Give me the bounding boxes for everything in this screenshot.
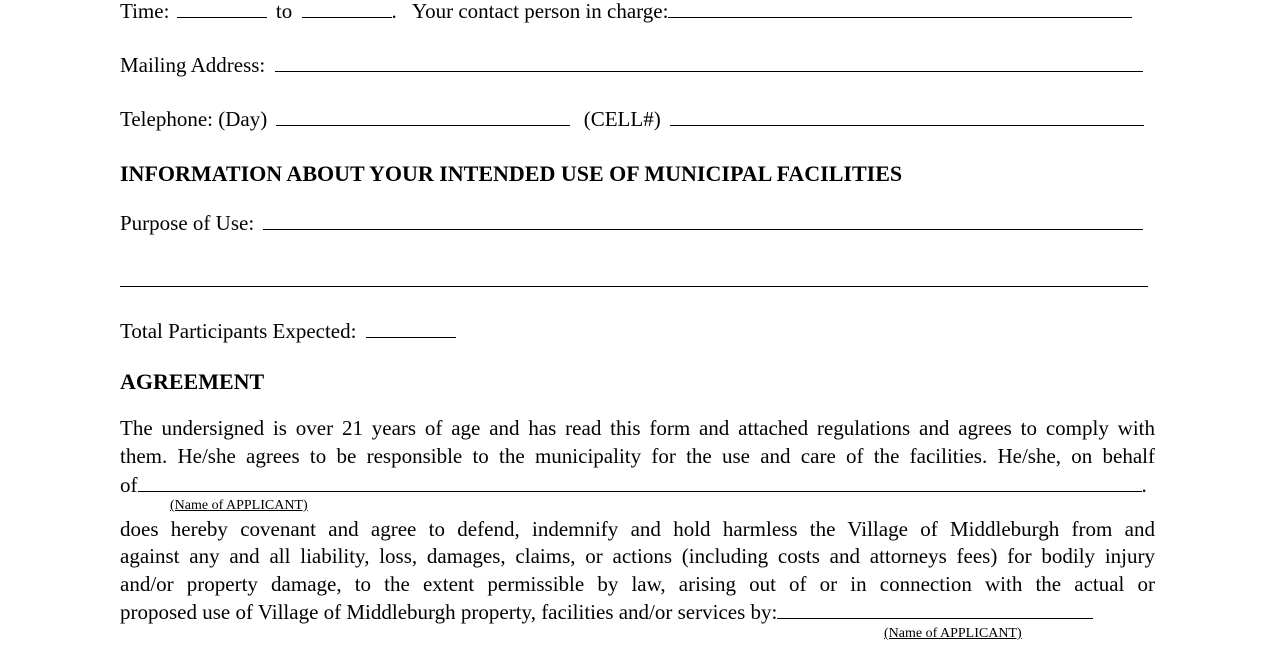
time-row (120, 0, 1132, 23)
time-start-field[interactable] (177, 0, 267, 18)
telephone-day-field[interactable] (276, 106, 570, 126)
applicant-name-caption-1: (Name of APPLICANT) (170, 498, 308, 513)
time-label: Time: (120, 0, 170, 23)
mailing-address-label: Mailing Address: (120, 53, 266, 77)
agreement-line-7 (120, 599, 1093, 624)
participants-label: Total Participants Expected: (120, 319, 357, 343)
agreement-line-3 (120, 472, 1147, 497)
agreement-line-6: and/or property damage, to the extent permissible by law, arising out of or in connection with the actual or (120, 572, 1155, 596)
purpose-label: Purpose of Use: (120, 211, 255, 235)
agreement-line-2: them. He/she agrees to be responsible to the municipality for the use and care of the facilities. He/she, on behalf (120, 444, 1155, 468)
participants-field[interactable] (366, 318, 456, 338)
mailing-address-field[interactable] (275, 52, 1143, 72)
agreement-line-3-period: . (1141, 473, 1147, 497)
telephone-row (120, 106, 1144, 131)
purpose-continuation-field[interactable] (120, 286, 1148, 287)
time-period: . (391, 0, 397, 23)
purpose-row (120, 210, 1143, 235)
applicant-name-caption-2: (Name of APPLICANT) (884, 626, 1022, 641)
agreement-line-5: against any and all liability, loss, damages, claims, or actions (including costs and attorneys fees) for bodily injury (120, 544, 1155, 568)
agreement-line-7-text: proposed use of Village of Middleburgh property, facilities and/or services by: (120, 600, 778, 624)
mailing-row (120, 52, 1143, 77)
facilities-heading: INFORMATION ABOUT YOUR INTENDED USE OF MUNICIPAL FACILITIES (120, 161, 903, 186)
cell-label: (CELL#) (583, 107, 661, 131)
applicant-name-field-1[interactable] (138, 472, 1142, 492)
participants-row (120, 318, 456, 343)
contact-person-label: Your contact person in charge: (412, 0, 669, 23)
contact-person-field[interactable] (668, 0, 1132, 18)
applicant-name-field-2[interactable] (777, 599, 1093, 619)
time-end-field[interactable] (302, 0, 392, 18)
agreement-line-1: The undersigned is over 21 years of age and has read this form and attached regulations and agrees to comply with (120, 416, 1155, 440)
agreement-line-4: does hereby covenant and agree to defend, indemnify and hold harmless the Village of Middleburgh from and (120, 517, 1155, 541)
to-label: to (275, 0, 293, 23)
agreement-of-label: of (120, 473, 138, 497)
agreement-heading: AGREEMENT (120, 369, 265, 394)
purpose-field[interactable] (263, 210, 1143, 230)
cell-field[interactable] (670, 106, 1144, 126)
telephone-day-label: Telephone: (Day) (120, 107, 268, 131)
